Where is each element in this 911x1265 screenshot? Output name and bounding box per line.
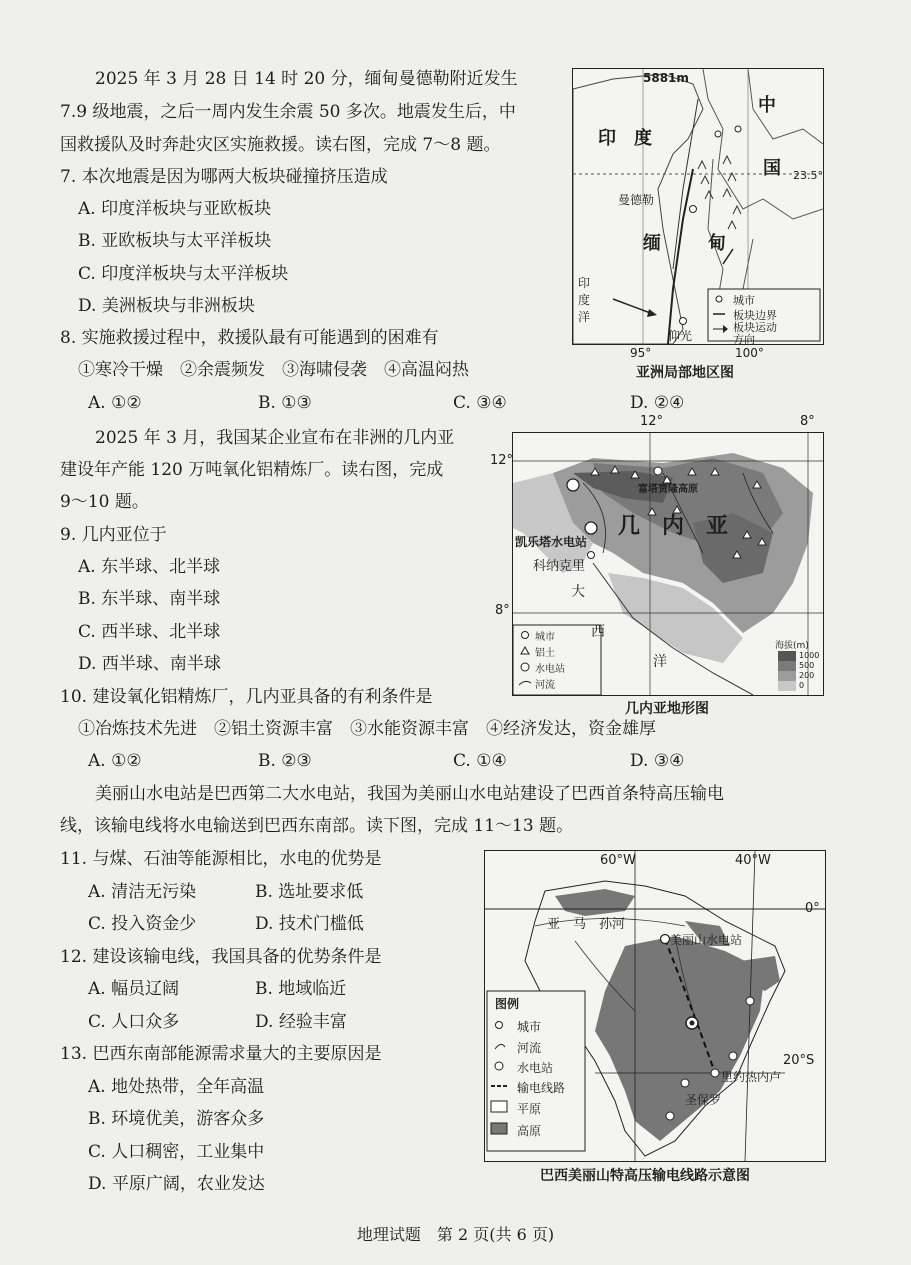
q10-option-d: D. ③④ bbox=[630, 751, 685, 771]
map1-peak: 5881m bbox=[643, 71, 689, 85]
map1-lon1: 95° bbox=[630, 346, 652, 360]
map3-lat0: 0° bbox=[805, 901, 820, 916]
q10-option-b: B. ②③ bbox=[258, 751, 312, 771]
map1-lon2: 100° bbox=[735, 346, 764, 360]
map1-myanmar-2: 甸 bbox=[708, 233, 726, 254]
map3-legend-plateau: 高原 bbox=[517, 1124, 542, 1138]
q8-option-d: D. ②④ bbox=[630, 393, 685, 413]
q9-option-d: D. 西半球、南半球 bbox=[78, 654, 221, 674]
map2-elev-500: 500 bbox=[799, 661, 815, 670]
map3-legend-plain: 平原 bbox=[517, 1102, 542, 1116]
q13-option-d: D. 平原广阔，农业发达 bbox=[88, 1174, 265, 1194]
q7-option-a: A. 印度洋板块与亚欧板块 bbox=[78, 199, 272, 219]
q8-option-c: C. ③④ bbox=[453, 393, 507, 413]
q12-option-d: D. 经验丰富 bbox=[255, 1012, 347, 1032]
intro2-line1: 2025 年 3 月，我国某企业宣布在非洲的几内亚 bbox=[95, 428, 455, 448]
map3-river: 亚 马 孙河 bbox=[547, 917, 626, 932]
map2-legend-hydro: 水电站 bbox=[535, 664, 565, 675]
map2-hydro: 凯乐塔水电站 bbox=[515, 535, 588, 549]
intro3-line2: 线，该输电线将水电输送到巴西东南部。读下图，完成 11～13 题。 bbox=[60, 816, 574, 836]
q13-option-c: C. 人口稠密，工业集中 bbox=[88, 1142, 265, 1162]
q10-option-c: C. ①④ bbox=[453, 751, 507, 771]
map1-lat: 23.5° bbox=[793, 169, 823, 182]
map3-legend-hydro: 水电站 bbox=[517, 1061, 554, 1075]
map2-lon1: 12° bbox=[640, 414, 664, 429]
q7-stem: 7. 本次地震是因为哪两大板块碰撞挤压造成 bbox=[60, 167, 388, 187]
map3-legend-title: 图例 bbox=[495, 997, 520, 1011]
map3-caption: 巴西美丽山特高压输电线路示意图 bbox=[540, 1168, 750, 1184]
map2-lat1: 12° bbox=[490, 453, 514, 468]
map2-legend-bauxite: 铝土 bbox=[535, 648, 555, 659]
map2-plateau: 富塔贾隆高原 bbox=[638, 484, 698, 495]
q12-stem: 12. 建设该输电线，我国具备的优势条件是 bbox=[60, 947, 382, 967]
intro2-line2: 建设年产能 120 万吨氧化铝精炼厂。读右图，完成 bbox=[60, 460, 444, 480]
map1-myanmar-1: 缅 bbox=[643, 233, 661, 254]
map3-legend-river: 河流 bbox=[517, 1041, 542, 1055]
q11-stem: 11. 与煤、石油等能源相比，水电的优势是 bbox=[60, 849, 382, 869]
map1-legend-city: 城市 bbox=[733, 294, 755, 307]
q7-option-b: B. 亚欧板块与太平洋板块 bbox=[78, 231, 272, 251]
map3-lon2: 40°W bbox=[735, 853, 771, 868]
map2-legend-city: 城市 bbox=[535, 632, 555, 643]
q13-option-b: B. 环境优美，游客众多 bbox=[88, 1109, 265, 1129]
map2-ocean-2: 西 bbox=[591, 624, 605, 640]
q8-option-b: B. ①③ bbox=[258, 393, 312, 413]
map2-elev-0: 0 bbox=[799, 681, 805, 690]
page-footer: 地理试题 第 2 页(共 6 页) bbox=[356, 1225, 555, 1244]
map1-ocean: 印度洋 bbox=[578, 276, 591, 324]
q10-items: ①冶炼技术先进 ②铝土资源丰富 ③水能资源丰富 ④经济发达，资金雄厚 bbox=[78, 719, 656, 739]
map1-india: 印 度 bbox=[598, 128, 652, 149]
q12-option-b: B. 地域临近 bbox=[255, 979, 347, 999]
q9-option-b: B. 东半球、南半球 bbox=[78, 589, 221, 609]
q7-option-c: C. 印度洋板块与太平洋板块 bbox=[78, 264, 289, 284]
intro1-line3: 国救援队及时奔赴灾区实施救援。读右图，完成 7～8 题。 bbox=[60, 135, 501, 155]
q8-option-a: A. ①② bbox=[88, 393, 142, 413]
map2-legend-river: 河流 bbox=[535, 680, 555, 691]
map2-country: 几 内 亚 bbox=[618, 514, 729, 539]
map3-station: 美丽山水电站 bbox=[670, 933, 743, 947]
map1-china-1: 中 bbox=[758, 95, 776, 116]
intro2-line3: 9～10 题。 bbox=[60, 492, 149, 512]
q12-option-c: C. 人口众多 bbox=[88, 1012, 180, 1032]
q13-option-a: A. 地处热带，全年高温 bbox=[88, 1077, 265, 1097]
map2-capital: 科纳克里 bbox=[533, 559, 586, 574]
intro3-line1: 美丽山水电站是巴西第二大水电站，我国为美丽山水电站建设了巴西首条特高压输电 bbox=[95, 784, 724, 804]
map3-lon1: 60°W bbox=[600, 853, 636, 868]
map3-lat20: 20°S bbox=[783, 1053, 815, 1068]
q13-stem: 13. 巴西东南部能源需求量大的主要原因是 bbox=[60, 1044, 382, 1064]
map3-legend-city: 城市 bbox=[517, 1020, 542, 1034]
map1-yangon: 仰光 bbox=[668, 329, 693, 343]
q11-option-c: C. 投入资金少 bbox=[88, 914, 197, 934]
map2-caption: 几内亚地形图 bbox=[625, 701, 709, 717]
map1-mandalay: 曼德勒 bbox=[618, 193, 655, 207]
map2-lat2: 8° bbox=[495, 603, 510, 618]
q10-option-a: A. ①② bbox=[88, 751, 142, 771]
q8-stem: 8. 实施救援过程中，救援队最有可能遇到的困难有 bbox=[60, 328, 439, 348]
guinea-map bbox=[512, 432, 824, 696]
map2-lon2: 8° bbox=[800, 414, 815, 429]
q9-stem: 9. 几内亚位于 bbox=[60, 525, 167, 545]
map2-ocean-1: 大 bbox=[571, 584, 585, 600]
q12-option-a: A. 幅员辽阔 bbox=[88, 979, 180, 999]
asia-map bbox=[572, 68, 824, 345]
map2-elev-title: 海拔(m) bbox=[775, 641, 809, 651]
intro1-line2: 7.9 级地震，之后一周内发生余震 50 多次。地震发生后，中 bbox=[60, 102, 516, 122]
map1-legend-boundary: 板块边界 bbox=[733, 309, 777, 322]
map3-legend-line: 输电线路 bbox=[517, 1081, 566, 1095]
map3-sp: 圣保罗 bbox=[685, 1093, 722, 1107]
q8-items: ①寒冷干燥 ②余震频发 ③海啸侵袭 ④高温闷热 bbox=[78, 360, 469, 380]
q7-option-d: D. 美洲板块与非洲板块 bbox=[78, 296, 255, 316]
map2-ocean-3: 洋 bbox=[653, 654, 667, 670]
map2-elev-1000: 1000 bbox=[799, 651, 820, 660]
brazil-map bbox=[484, 850, 826, 1162]
map1-china-2: 国 bbox=[763, 158, 781, 179]
map2-elev-200: 200 bbox=[799, 671, 815, 680]
q11-option-a: A. 清洁无污染 bbox=[88, 882, 197, 902]
map1-caption: 亚洲局部地区图 bbox=[636, 365, 734, 381]
asia-map-drawing bbox=[573, 69, 823, 344]
q9-option-c: C. 西半球、北半球 bbox=[78, 622, 221, 642]
map3-rio: 里约热内卢 bbox=[721, 1070, 782, 1084]
intro1-line1: 2025 年 3 月 28 日 14 时 20 分，缅甸曼德勒附近发生 bbox=[95, 69, 518, 89]
q10-stem: 10. 建设氧化铝精炼厂，几内亚具备的有利条件是 bbox=[60, 687, 433, 707]
map1-legend-motion: 板块运动方向 bbox=[733, 321, 777, 345]
q9-option-a: A. 东半球、北半球 bbox=[78, 557, 221, 577]
q11-option-b: B. 选址要求低 bbox=[255, 882, 364, 902]
q11-option-d: D. 技术门槛低 bbox=[255, 914, 364, 934]
